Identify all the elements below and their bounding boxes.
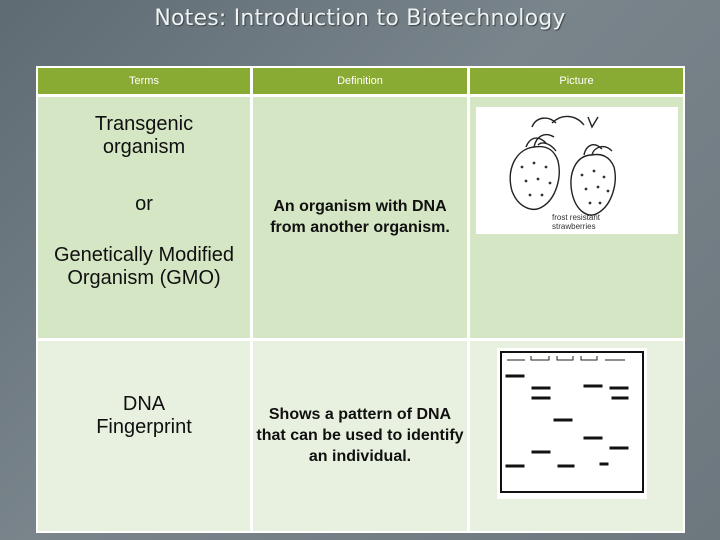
strawberry-picture: [476, 107, 678, 234]
row1-picture-cell: [470, 97, 683, 338]
header-picture-label: Picture: [559, 75, 594, 87]
row2-definition-cell: [253, 341, 467, 531]
term-gmo: Genetically Modified Organism (GMO): [53, 244, 235, 289]
slide-title: Notes: Introduction to Biotechnology: [154, 6, 566, 31]
term-dna-fingerprint: DNA Fingerprint: [96, 393, 192, 438]
term-or: or: [135, 193, 153, 215]
row1-definition-cell: [253, 97, 467, 338]
dna-gel-bands-icon: [497, 348, 647, 499]
header-terms-label: Terms: [129, 75, 159, 87]
header-terms: [38, 68, 250, 94]
row2-picture-cell: [470, 341, 683, 531]
header-definition-label: Definition: [337, 75, 383, 87]
definition-gmo: An organism with DNA from another organism.: [270, 198, 450, 236]
row2-term-cell: [38, 341, 250, 531]
dna-gel-picture: [497, 348, 647, 499]
picture-caption: frost resistant strawberries: [552, 213, 601, 231]
term-transgenic: Transgenic organism: [94, 113, 194, 158]
header-picture: [470, 68, 683, 94]
definition-dna-fingerprint: Shows a pattern of DNA that can be used to identify an individual.: [256, 406, 464, 465]
row1-term-cell: [38, 97, 250, 338]
header-definition: [253, 68, 467, 94]
notes-table: [36, 66, 685, 533]
